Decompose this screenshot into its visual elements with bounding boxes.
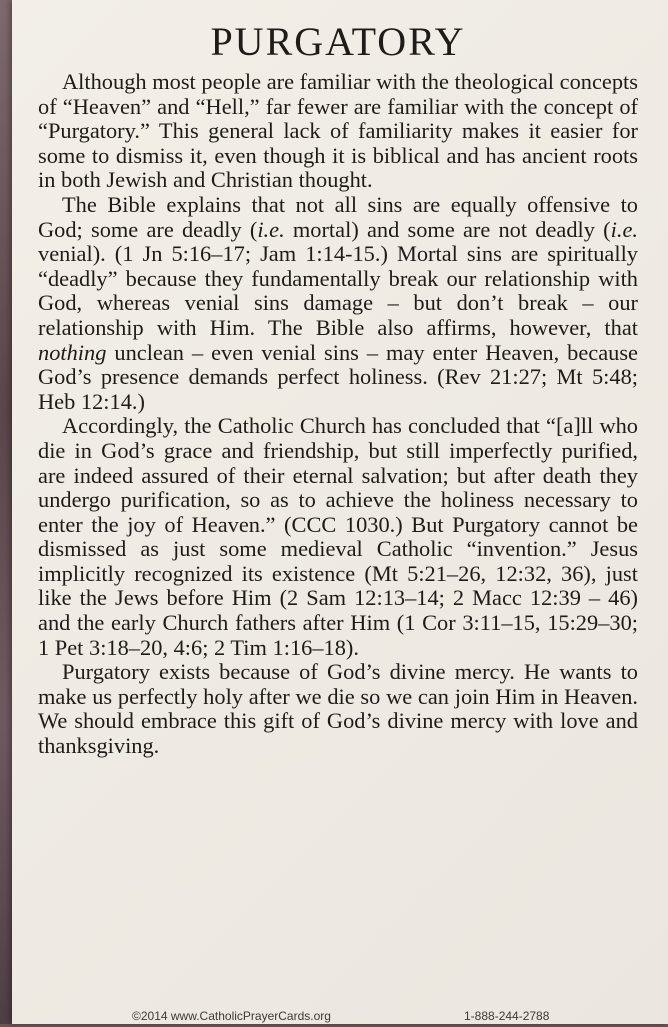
card-footer	[12, 1009, 668, 1027]
paragraph-2-text-c: venial). (1 Jn 5:16–17; Jam 1:14-15.) Mortal sins are spiritually “deadly” because they fundamentally break our relationship with God, whereas venial sins damage – but don’t break – our relationship with Him. The Bible also affirms, however, that	[38, 241, 638, 340]
paragraph-1-text: Although most people are familiar with the theological concepts of “Heaven” and “Hell,” far fewer are familiar with the concept of “Purgatory.” This general lack of familiarity makes it easier for some to dismiss it, even though it is biblical and has ancient roots in both Jewish and Christian thought.	[38, 69, 638, 193]
paragraph-2-em-1: i.e.	[257, 216, 285, 242]
page-title: PURGATORY	[210, 19, 466, 64]
paragraph-2-text-a: The Bible explains that not all sins are equally offensive to God; some are deadly (	[38, 191, 638, 242]
paragraph-3-text: Accordingly, the Catholic Church has concluded that “[a]ll who die in God’s grace and friendship, but still imperfectly purified, are indeed assured of their eternal salvation; but after death they undergo purification, so as to achieve the holiness necessary to enter the joy of Heaven.” (CCC 1030.) But Purgatory cannot be dismissed as just some medieval Catholic “invention.” Jesus implicitly recognized its existence (Mt 5:21–26, 12:32, 36), just like the Jews before Him (2 Sam 12:13–14; 2 Macc 12:39 – 46) and the early Church fathers after Him (1 Cor 3:11–15, 15:29–30; 1 Pet 3:18–20, 4:6; 2 Tim 1:16–18).	[38, 413, 638, 660]
paragraph-1	[38, 70, 638, 193]
paragraph-2-text-d: unclean – even venial sins – may enter Heaven, because God’s presence demands perfect holiness. (Rev 21:27; Mt 5:48; Heb 12:14.)	[38, 339, 638, 414]
paragraph-2-em-2: i.e.	[610, 216, 638, 242]
paragraph-4-text: Purgatory exists because of God’s divine mercy. He wants to make us perfectly holy after we die so we can join Him in Heaven. We should embrace this gift of God’s divine mercy with love and thanksgiving.	[38, 659, 638, 759]
paragraph-3	[38, 414, 638, 660]
prayer-card	[12, 0, 668, 1024]
footer-phone: 1-888-244-2788	[464, 1009, 550, 1023]
paragraph-2	[38, 193, 638, 414]
footer-copyright: ©2014 www.CatholicPrayerCards.org	[132, 1009, 331, 1023]
paragraph-2-text-b: mortal) and some are not deadly (	[284, 216, 611, 242]
paragraph-2-em-3: nothing	[38, 339, 107, 365]
paragraph-4	[38, 660, 638, 758]
